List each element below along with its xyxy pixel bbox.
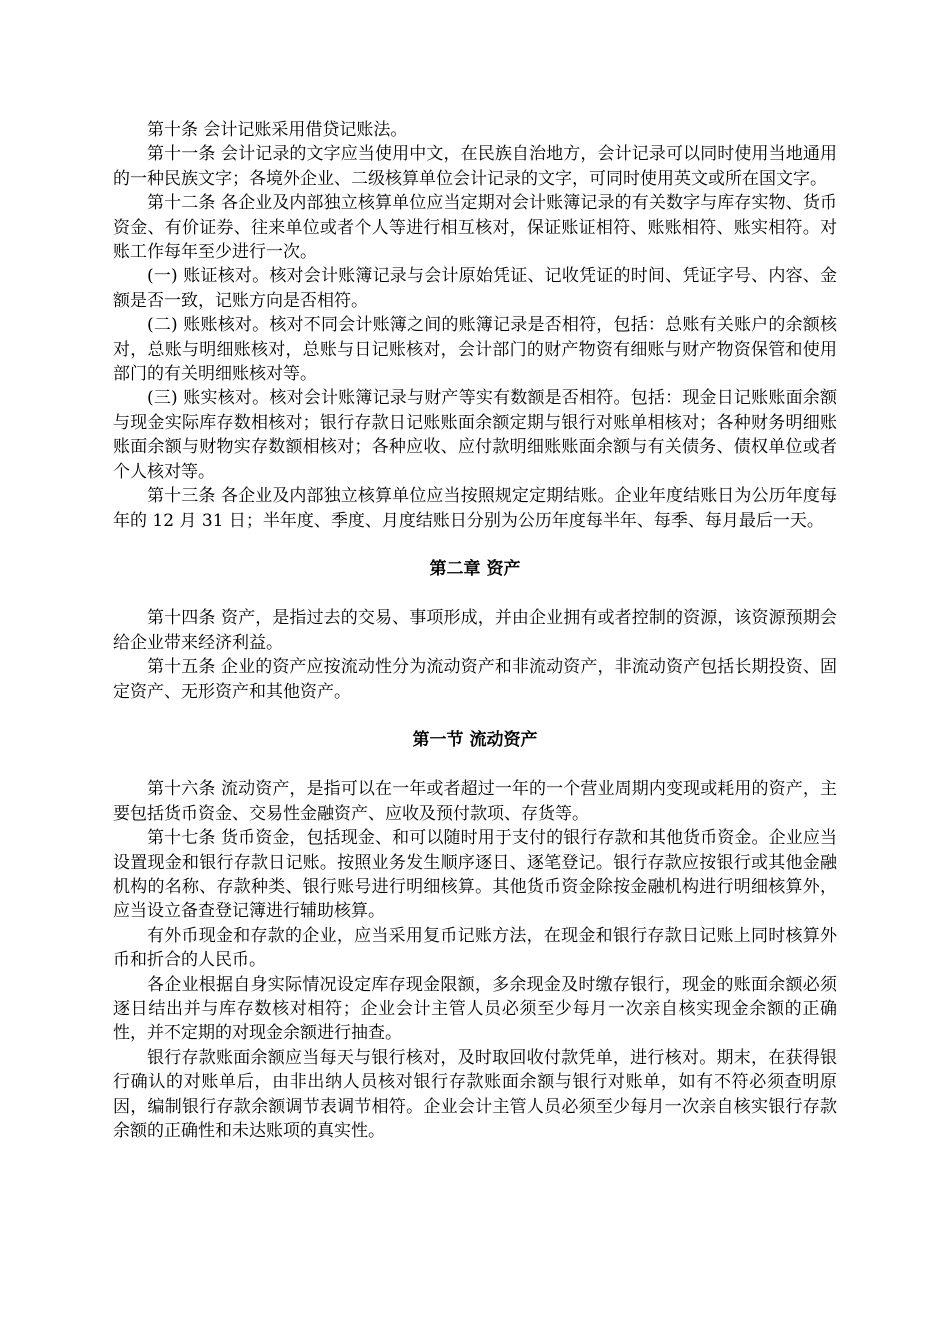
paragraph-foreign-currency: 有外币现金和存款的企业，应当采用复币记账方法，在现金和银行存款日记账上同时核算外币和折合的人民币。 xyxy=(113,925,837,971)
article-13: 第十三条 各企业及内部独立核算单位应当按照规定定期结账。企业年度结账日为公历年度每年的 12 月 31 日；半年度、季度、月度结账日分别为公历年度每半年、每季、每月最后一天。 xyxy=(113,486,837,531)
article-17: 第十七条 货币资金，包括现金、和可以随时用于支付的银行存款和其他货币资金。企业应当设置现金和银行存款日记账。按照业务发生顺序逐日、逐笔登记。银行存款应按银行或其他金融机构的名称、存款种类、银行账号进行明细核算。其他货币资金除按金融机构进行明细核算外，应当设立备查登记簿进行辅助核算。 xyxy=(113,828,837,922)
article-10: 第十条 会计记账采用借贷记账法。 xyxy=(147,120,408,140)
article-12-item-2: (二) 账账核对。核对不同会计账簿之间的账簿记录是否相符，包括：总账有关账户的余额核对，总账与明细账核对，总账与日记账核对，会计部门的财产物资有细账与财产物资保管和使用部门的有关明细账核对等。 xyxy=(113,315,837,385)
article-11: 第十一条 会计记录的文字应当使用中文，在民族自治地方，会计记录可以同时使用当地通用的一种民族文字；各境外企业、二级核算单位会计记录的文字，可同时使用英文或所在国文字。 xyxy=(113,144,837,189)
article-14: 第十四条 资产，是指过去的交易、事项形成，并由企业拥有或者控制的资源，该资源预期会给企业带来经济利益。 xyxy=(113,608,837,653)
article-15: 第十五条 企业的资产应按流动性分为流动资产和非流动资产，非流动资产包括长期投资、固定资产、无形资产和其他资产。 xyxy=(113,657,837,702)
article-16: 第十六条 流动资产，是指可以在一年或者超过一年的一个营业周期内变现或耗用的资产，主要包括货币资金、交易性金融资产、应收及预付款项、存货等。 xyxy=(113,779,837,824)
document-page xyxy=(113,118,837,1143)
paragraph-cash-limit: 各企业根据自身实际情况设定库存现金限额，多余现金及时缴存银行，现金的账面余额必须逐日结出并与库存数核对相符；企业会计主管人员必须至少每月一次亲自核实现金余额的正确性，并不定期的对现金余额进行抽查。 xyxy=(113,974,837,1044)
paragraph-bank-reconciliation: 银行存款账面余额应当每天与银行核对，及时取回收付款凭单，进行核对。期末，在获得银行确认的对账单后，由非出纳人员核对银行存款账面余额与银行对账单，如有不符必须查明原因，编制银行存款余额调节表调节相符。企业会计主管人员必须至少每月一次亲自核实银行存款余额的正确性和未达账项的真实性。 xyxy=(113,1047,837,1142)
article-12: 第十二条 各企业及内部独立核算单位应当定期对会计账簿记录的有关数字与库存实物、货币资金、有价证券、往来单位或者个人等进行相互核对，保证账证相符、账账相符、账实相符。对账工作每年至少进行一次。 xyxy=(113,193,837,263)
article-12-item-1: (一) 账证核对。核对会计账簿记录与会计原始凭证、记收凭证的时间、凭证字号、内容、金额是否一致，记账方向是否相符。 xyxy=(113,266,837,311)
article-12-item-3: (三) 账实核对。核对会计账簿记录与财产等实有数额是否相符。包括：现金日记账账面余额与现金实际库存数相核对；银行存款日记账账面余额定期与银行对账单相核对；各种财务明细账账面余额与财物实存数额相核对；各种应收、应付款明细账账面余额与有关债务、债权单位或者个人核对等。 xyxy=(113,388,837,482)
section-heading: 第一节 流动资产 xyxy=(412,729,538,750)
chapter-heading: 第二章 资产 xyxy=(429,558,521,579)
